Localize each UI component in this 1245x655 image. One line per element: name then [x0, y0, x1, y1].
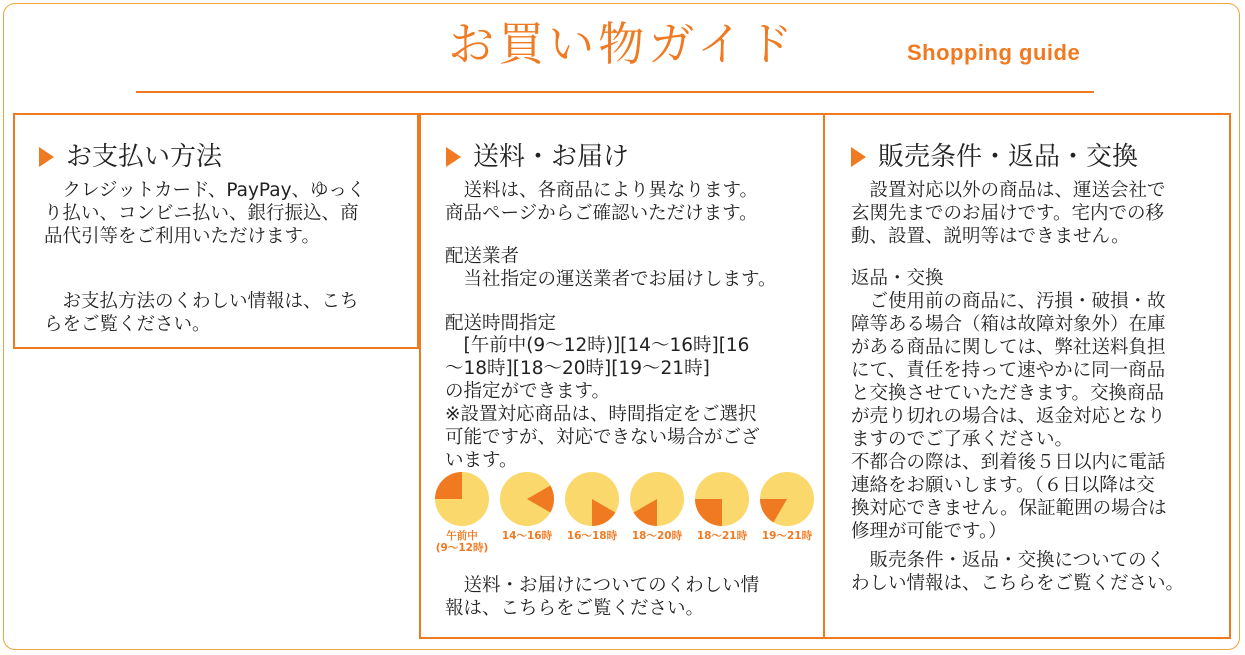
sales-more-link[interactable]: 販売条件・返品・交換についてのく わしい情報は、こちらをご覧ください。 [851, 550, 1185, 594]
payment-body: クレジットカード、PayPay、ゆっく り払い、コンビニ払い、銀行振込、商 品代引等をご利用いただけます。 [44, 180, 366, 247]
time-slot-label: 18～21時 [696, 530, 748, 542]
time-body: [午前中(9～12時)][14～16時][16 ～18時][18～20時][19～21時] の指定ができます。 ※設置対応商品は、時間指定をご選択 可能ですが、対応できない場合がござ います。 [445, 335, 760, 471]
clock-pie [499, 471, 555, 527]
time-slot-clock-icon [499, 471, 555, 542]
shipping-section [419, 113, 825, 639]
time-slot-label: 午前中 (9～12時) [435, 530, 489, 554]
time-slot-label: 18～20時 [631, 530, 683, 542]
time-slot-clock-icon [629, 471, 685, 542]
time-slot-clock-icon [564, 471, 620, 542]
page-subtitle: Shopping guide [907, 40, 1081, 65]
triangle-bullet-icon [446, 147, 461, 167]
triangle-bullet-icon [851, 147, 866, 167]
payment-heading-text: お支払い方法 [66, 142, 223, 172]
payment-section [13, 113, 419, 349]
returns-title: 返品・交換 [851, 268, 944, 289]
returns-body: ご使用前の商品に、汚損・破損・故 障等ある場合（箱は故障対象外）在庫 がある商品に関しては、弊社送料負担 にて、責任を持って速やかに同一商品 と交換させていただきます。交換商品 が売り切れの場合は、返金対応となり ますのでご了承ください。 不都合の際は、到着後５日以内に電話 連絡をお願いします。（６日以降は交 換対応できません。保証範囲の場合は 修理が可能です。） [851, 291, 1167, 542]
carrier-body: 当社指定の運送業者でお届けします。 [445, 269, 777, 290]
time-title: 配送時間指定 [445, 313, 557, 334]
time-slot-icons [434, 471, 814, 561]
page-title: お買い物ガイド [448, 17, 797, 71]
time-slot-clock-icon [759, 471, 815, 542]
time-slot-label: 16～18時 [566, 530, 618, 542]
shipping-heading-text: 送料・お届け [473, 142, 630, 172]
shipping-body: 送料は、各商品により異なります。 商品ページからご確認いただけます。 [445, 180, 759, 224]
clock-pie [759, 471, 815, 527]
time-range-slice [435, 472, 462, 499]
shipping-heading [446, 140, 629, 174]
time-slot-label: 14～16時 [501, 530, 553, 542]
sales-body: 設置対応以外の商品は、運送会社で 玄関先までのお届けです。宅内での移 動、設置、説明等はできません。 [851, 180, 1166, 247]
clock-pie [694, 471, 750, 527]
sales-heading-text: 販売条件・返品・交換 [878, 142, 1139, 172]
time-range-slice [695, 499, 722, 526]
clock-pie [629, 471, 685, 527]
triangle-bullet-icon [39, 147, 54, 167]
payment-heading [39, 140, 222, 174]
time-slot-label: 19～21時 [761, 530, 813, 542]
clock-pie [564, 471, 620, 527]
time-slot-clock-icon [694, 471, 750, 542]
shipping-more-link[interactable]: 送料・お届けについてのくわしい情 報は、こちらをご覧ください。 [445, 575, 760, 619]
carrier-title: 配送業者 [445, 246, 520, 267]
sales-heading [851, 140, 1138, 174]
payment-more-link[interactable]: お支払方法のくわしい情報は、こち らをご覧ください。 [44, 291, 359, 335]
time-slot-clock-icon [434, 471, 490, 554]
title-divider [136, 91, 1094, 93]
clock-pie [434, 471, 490, 527]
sales-section [823, 113, 1231, 639]
